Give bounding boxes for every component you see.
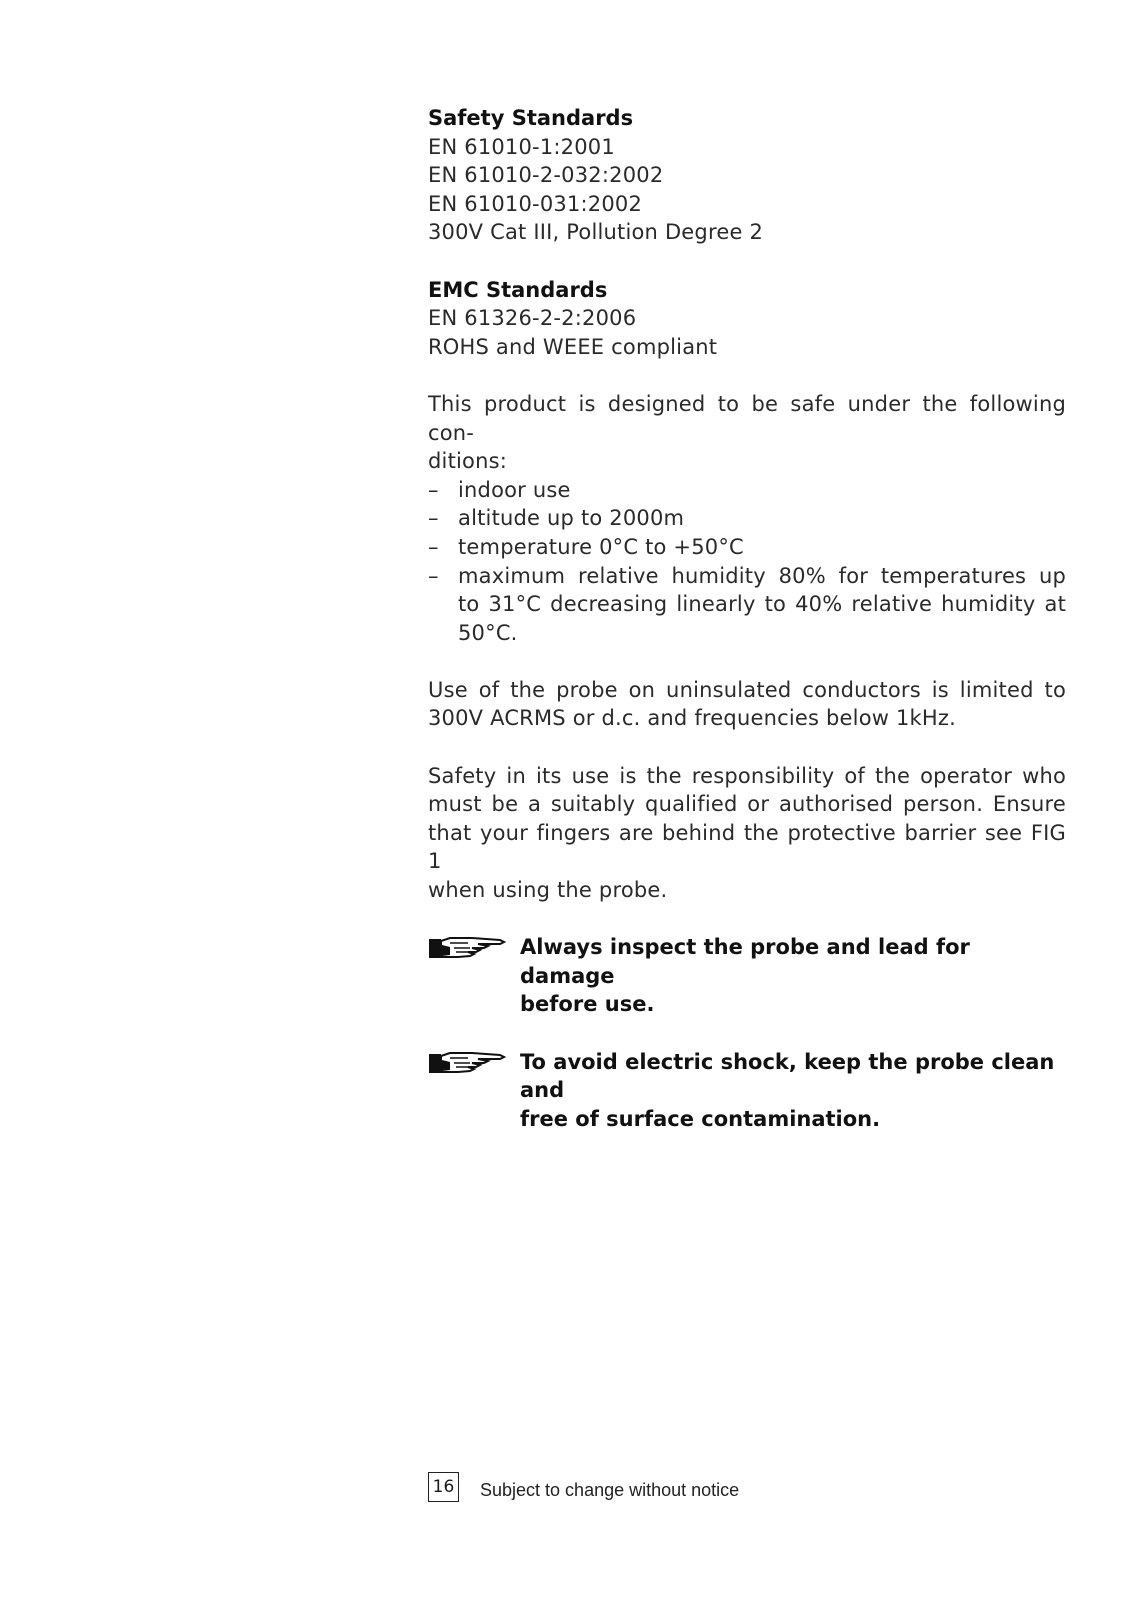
responsibility-paragraph: Safety in its use is the responsibility of the operator who must be a suitably qualified or authorised person. Ensure that your fingers are behind the protective barrier see FIG 1 when using the probe. <box>428 763 1066 903</box>
dash-bullet: – <box>428 506 439 531</box>
dash-bullet: – <box>428 563 439 588</box>
safety-standard-line: EN 61010-031:2002 <box>428 191 643 216</box>
humidity-line: 50°C. <box>458 620 518 645</box>
page-number: 16 <box>428 1472 459 1502</box>
conditions-intro-line: This product is designed to be safe under the following con- <box>428 391 1066 445</box>
condition-item: – indoor use <box>428 476 1066 505</box>
emc-standard-line: ROHS and WEEE compliant <box>428 334 718 359</box>
dash-bullet: – <box>428 477 439 502</box>
emc-standards-heading: EMC Standards <box>428 277 608 302</box>
humidity-line: to 31°C decreasing linearly to 40% relative humidity at <box>458 592 1066 617</box>
conditions-intro-line: ditions: <box>428 449 508 474</box>
safety-standard-line: 300V Cat III, Pollution Degree 2 <box>428 220 764 245</box>
safety-standard-line: EN 61010-1:2001 <box>428 134 615 159</box>
warning-note-inspect: Always inspect the probe and lead for damage before use. <box>428 933 1066 1019</box>
change-notice: Subject to change without notice <box>480 1480 740 1500</box>
pointing-hand-icon <box>428 1048 520 1080</box>
humidity-line: maximum relative humidity 80% for temperatures up <box>458 563 1066 588</box>
conditions-section <box>428 390 1066 647</box>
condition-item: – temperature 0°C to +50°C <box>428 533 1066 562</box>
dash-bullet: – <box>428 534 439 559</box>
probe-use-paragraph: Use of the probe on uninsulated conductors is limited to 300V ACRMS or d.c. and frequencies below 1kHz. <box>428 677 1066 731</box>
safety-standard-line: EN 61010-2-032:2002 <box>428 163 664 188</box>
condition-item: – altitude up to 2000m <box>428 504 1066 533</box>
content-column <box>428 104 1066 1133</box>
condition-item-humidity <box>428 562 1066 648</box>
pointing-hand-icon <box>428 933 520 965</box>
page-footer <box>428 1472 828 1506</box>
warning-note-clean: To avoid electric shock, keep the probe clean and free of surface contamination. <box>428 1048 1066 1134</box>
emc-standard-line: EN 61326-2-2:2006 <box>428 306 637 331</box>
safety-standards-heading: Safety Standards <box>428 106 634 130</box>
